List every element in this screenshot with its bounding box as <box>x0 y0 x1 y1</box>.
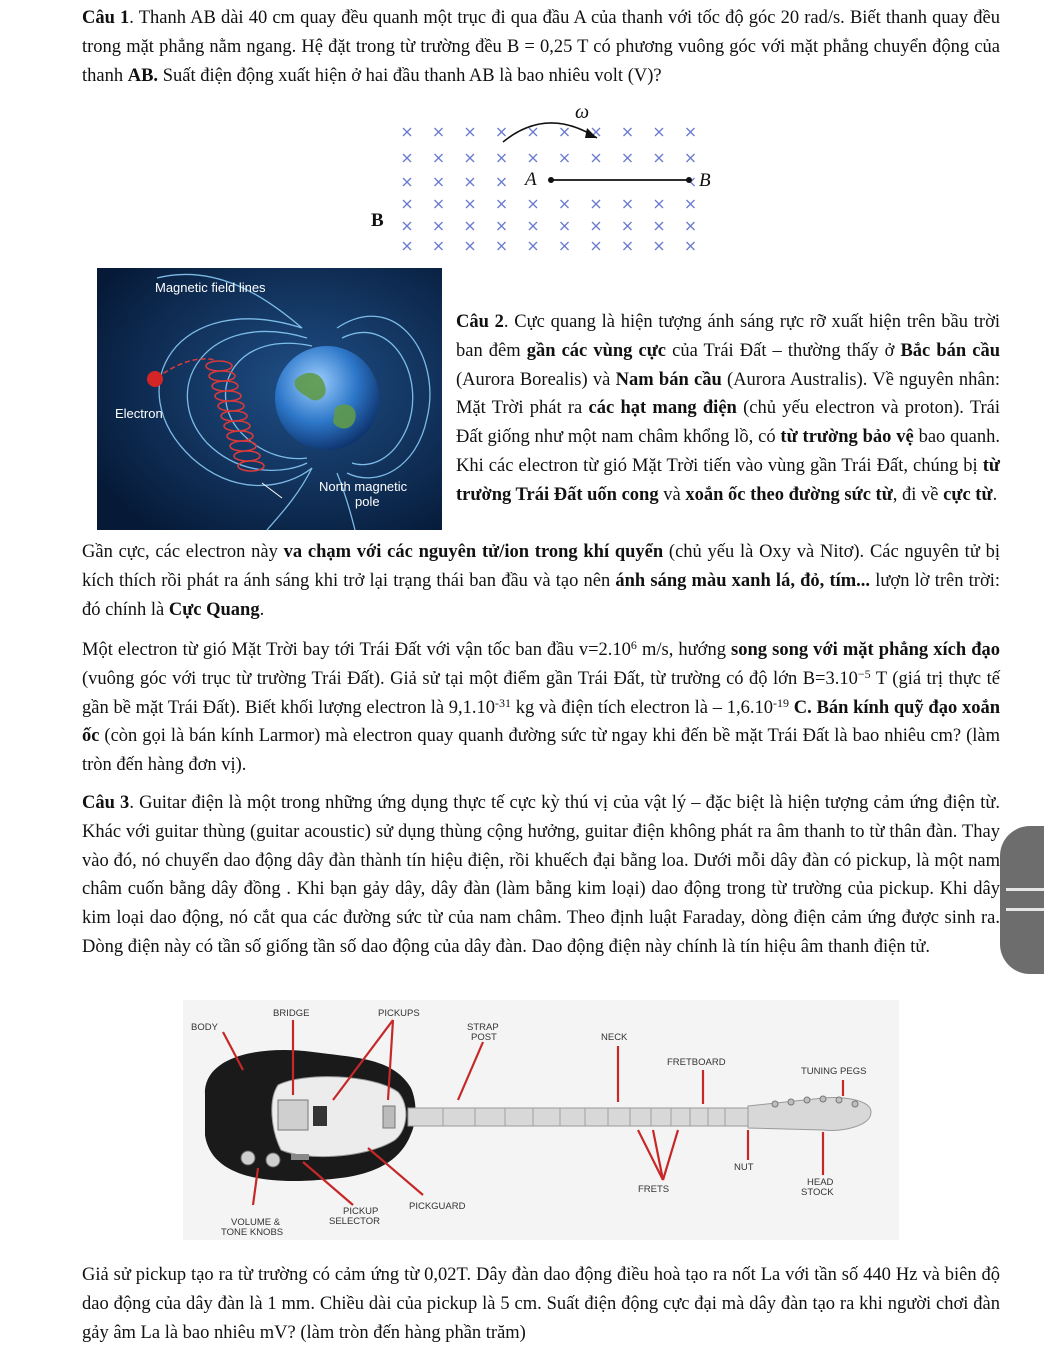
point-b-label: B <box>699 170 711 191</box>
q2-bold: Cực Quang <box>168 599 260 620</box>
q2-text: và <box>658 484 686 505</box>
question-2-label: Câu 2 <box>456 312 504 332</box>
q2-bold: song song với mặt phẳng xích đạo <box>731 640 1000 660</box>
q2-text: , đi về <box>892 484 944 505</box>
rotation-arrow <box>503 123 597 142</box>
point-b <box>686 177 692 183</box>
label-tuning: TUNING PEGS <box>801 1066 867 1077</box>
q2-bold: Nam bán cầu <box>615 369 722 390</box>
question-1-bold: AB. <box>127 65 159 86</box>
label-neck: NECK <box>601 1032 628 1043</box>
q2-text: (chủ yếu là Oxy và Nitơ). Các nguyên tử bị kích thích rồi phát ra ánh sáng khi trở lại trạng thái ban đầu và tạo nên <box>82 542 1000 591</box>
q2-text: Gần cực, các electron này <box>82 542 284 562</box>
question-2-continuation <box>82 538 1000 624</box>
label-fretboard: FRETBOARD <box>667 1057 726 1068</box>
volume-knob <box>241 1151 255 1165</box>
question-2-problem <box>82 636 1000 780</box>
q2-bold: từ trường bảo vệ <box>780 427 914 448</box>
question-3-problem <box>82 1261 1000 1347</box>
aurora-magnetic-field-figure <box>97 268 442 530</box>
pickup-bridge <box>313 1106 327 1126</box>
pickup-neck <box>383 1106 395 1128</box>
q2-sup: -31 <box>495 695 512 710</box>
q2-text: (Aurora Borealis) và <box>456 369 616 390</box>
fig2-electron-label: Electron <box>115 406 163 421</box>
label-body: BODY <box>191 1022 218 1033</box>
q2-text: (chủ yếu electron và proton). Trái Đất giống như một nam châm khổng lồ, có <box>456 398 1000 448</box>
q2-bold: ánh sáng màu xanh lá, đỏ, tím... <box>615 570 871 591</box>
label-pickups: PICKUPS <box>378 1008 420 1019</box>
q2-text: của Trái Đất – thường thấy ở <box>666 340 901 361</box>
bridge <box>278 1100 308 1130</box>
q2-bold: va chạm với các nguyên tử/ion trong khí quyển <box>283 542 664 562</box>
q2-text: kg và điện tích electron là – 1,6.10 <box>511 697 773 718</box>
question-3-text: . Guitar điện là một trong những ứng dụng thực tế cực kỳ thú vị của vật lý – đặc biệt là hiện tượng cảm ứng điện từ. Khác với guitar thùng (guitar acoustic) sử dụng thùng cộng hưởng, guitar điện không phát ra âm thanh to từ thân đàn. Thay vào đó, nó chuyển dao động dây đàn thành tín hiệu điện, rồi khuếch đại bằng loa. Dưới mỗi dây đàn có pickup, là một nam châm cuốn bằng dây đồng . Khi bạn gảy dây, dây đàn (làm bằng kim loại) dao động trong từ trường của pickup. Khi dây kim loại dao động, nó cắt qua các đường sức từ của nam châm. Theo định luật Faraday, dòng điện cảm ứng được sinh ra. Dòng điện này có tần số giống tần số dao động của dây đàn. Dao động điện này chính là tín hiệu âm thanh điện tử. <box>82 793 1000 957</box>
label-strap-1: STRAP <box>467 1022 499 1033</box>
label-knobs-2: TONE KNOBS <box>221 1227 284 1238</box>
q2-text: (vuông góc với trục từ trường Trái Đất). Giả sử tại một điểm gần Trái Đất, từ trường có độ lớn B=3.10 <box>82 668 858 689</box>
label-selector-1: PICKUP <box>343 1206 379 1217</box>
q2-text: lượn lờ trên trời: đó chính là <box>82 570 1001 620</box>
q2-text: . <box>259 599 265 620</box>
question-1-text: . Thanh AB dài 40 cm quay đều quanh một trục đi qua đầu A của thanh với tốc độ góc 20 rad/s. Biết thanh quay đều trong mặt phẳng nằm ngang. Hệ đặt trong từ trường đều B = 0,25 T có phương vuông góc với mặt phẳng chuyển động của thanh <box>82 8 1000 86</box>
q2-bold: cực từ <box>943 484 993 505</box>
label-head-2: STOCK <box>801 1187 834 1198</box>
q2-text: (còn gọi là bán kính Larmor) mà electron quay quanh đường sức từ ngay khi đến bề mặt Trái Đất là bao nhiêu cm? (làm tròn đến hàng đơn vị). <box>82 726 1000 776</box>
electric-guitar-figure <box>183 1000 899 1240</box>
q2-bold: C. Bán kính quỹ đạo xoắn ốc <box>82 697 1000 747</box>
fig2-pole-label-1: North magnetic <box>319 479 408 494</box>
handle-grip-line <box>1006 888 1044 891</box>
q2-bold: từ trường Trái Đất uốn cong <box>456 455 1000 505</box>
label-frets: FRETS <box>638 1184 670 1195</box>
q2-text: . Cực quang là hiện tượng ánh sáng rực rỡ xuất hiện trên bầu trời ban đêm <box>456 312 1000 361</box>
omega-label: ω <box>575 101 590 123</box>
q2-text: Một electron từ gió Mặt Trời bay tới Trái Đất với vận tốc ban đầu v=2.10 <box>82 640 631 660</box>
label-bridge: BRIDGE <box>273 1008 310 1019</box>
question-2-intro <box>456 308 1000 510</box>
q2-text: . <box>992 484 998 505</box>
q2-sup: −5 <box>857 666 871 681</box>
q2-sup: 6 <box>630 638 637 652</box>
handle-grip-line <box>1006 908 1044 911</box>
fig2-title: Magnetic field lines <box>155 280 266 295</box>
q2-bold: xoắn ốc theo đường sức từ <box>685 484 893 505</box>
side-drawer-handle[interactable] <box>1000 826 1044 974</box>
label-pickguard: PICKGUARD <box>409 1201 466 1212</box>
rotating-rod-figure <box>365 96 725 256</box>
q2-sup: -19 <box>773 695 789 710</box>
question-1-text-end: Suất điện động xuất hiện ở hai đầu thanh AB là bao nhiêu volt (V)? <box>158 65 662 86</box>
label-knobs-1: VOLUME & <box>231 1217 281 1228</box>
point-a <box>548 177 554 183</box>
question-1 <box>82 4 1000 90</box>
label-head-1: HEAD <box>807 1177 834 1188</box>
q2-text: T (giá trị thực tế gần bề mặt Trái Đất). Biết khối lượng electron là 9,1.10 <box>82 668 1000 718</box>
field-b-label: B <box>371 210 384 231</box>
label-nut: NUT <box>734 1162 754 1173</box>
question-3-label: Câu 3 <box>82 793 130 813</box>
tone-knob <box>266 1153 280 1167</box>
label-selector-2: SELECTOR <box>329 1216 381 1227</box>
neck <box>408 1108 748 1126</box>
q2-text: (Aurora Australis). Về nguyên nhân: Mặt Trời phát ra <box>456 369 1001 419</box>
point-a-label: A <box>525 169 537 190</box>
pickup-selector <box>291 1154 309 1160</box>
fig2-pole-label-2: pole <box>355 494 380 509</box>
question-3 <box>82 789 1000 962</box>
q2-bold: Bắc bán cầu <box>900 340 1000 361</box>
label-strap-2: POST <box>471 1032 497 1043</box>
electron-dot <box>147 371 163 387</box>
question-1-label: Câu 1 <box>82 8 130 28</box>
question-3-problem-text: Giả sử pickup tạo ra từ trường có cảm ứng từ 0,02T. Dây đàn dao động điều hoà tạo ra nốt La với tần số 440 Hz và biên độ dao động của dây đàn là 1 mm. Chiều dài của pickup là 5 cm. Suất điện động cực đại mà dây đàn tạo ra khi người chơi đàn gảy âm La là bao nhiêu mV? (làm tròn đến hàng phần trăm) <box>82 1265 1000 1343</box>
q2-bold: gần các vùng cực <box>526 340 667 361</box>
q2-text: m/s, hướng <box>636 640 732 660</box>
q2-bold: các hạt mang điện <box>588 398 737 419</box>
earth <box>275 346 379 450</box>
q2-text: bao quanh. Khi các electron từ gió Mặt Trời tiến vào vùng gần Trái Đất, chúng bị <box>456 427 1000 476</box>
